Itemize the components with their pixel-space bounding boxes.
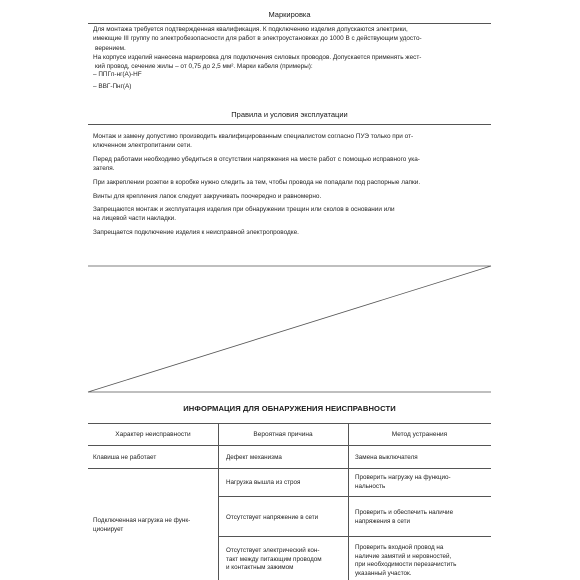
- text-line: зателя.: [93, 165, 115, 173]
- troubleshooting-table: [88, 423, 491, 580]
- text-line: Отсутствует электрический кон-: [226, 547, 320, 554]
- table-line: [218, 536, 491, 537]
- text-line: ключенном электропитании сети.: [93, 142, 192, 150]
- text-line: Нагрузка вышла из строя: [226, 479, 301, 486]
- text-line: Подключенная нагрузка не функ-: [93, 517, 191, 524]
- text-line: напряжения в сети: [355, 517, 411, 525]
- header-fix: Метод устранения: [391, 431, 448, 438]
- text-line: Отсутствует напряжение в сети: [226, 514, 319, 521]
- text-line: При закреплении розетки в коробке нужно следить за тем, чтобы провода не попадали под распорные лапки.: [93, 179, 421, 186]
- header-fault: Характер неисправности: [115, 431, 191, 438]
- table-line: [218, 496, 491, 497]
- text-line: такт между питающим проводом: [226, 555, 322, 563]
- text-line: Винты для крепления лапок следует закручивать поочередно и равномерно.: [93, 193, 322, 200]
- text-line: Проверить и обеспечить наличие: [355, 509, 454, 516]
- row1-fault: Клавиша не работает: [93, 454, 157, 461]
- table-column-divider: [348, 423, 349, 580]
- text-line: и контактным зажимом: [226, 564, 294, 572]
- blank-diagonal-line: [88, 266, 491, 392]
- row2-cause-3: [226, 547, 322, 573]
- row2-fault: [93, 517, 190, 534]
- text-line: ционирует: [93, 525, 124, 533]
- text-line: Запрещаются монтаж и эксплуатация изделия при обнаружении трещин или сколов в основании или: [93, 206, 395, 213]
- row2-fix-3: [355, 544, 456, 578]
- row2-cause-2: [226, 514, 318, 523]
- row2-fix-2: [355, 509, 453, 526]
- text-line: Проверить нагрузку на функцио-: [355, 474, 451, 481]
- troubleshooting-title: ИНФОРМАЦИЯ ДЛЯ ОБНАРУЖЕНИЯ НЕИСПРАВНОСТИ: [183, 404, 396, 413]
- text-line: на лицевой части накладки.: [93, 215, 176, 223]
- text-line: верением.: [95, 44, 126, 52]
- text-line: Для монтажа требуется подтвержденная квалификация. К подключению изделия допускаются электрики,: [93, 26, 408, 33]
- text-line: указанный участок.: [355, 569, 412, 577]
- text-line: Перед работами необходимо убедиться в отсутствии напряжения на месте работ с помощью исправного ука-: [93, 156, 420, 163]
- rules-title: Правила и условия эксплуатации: [231, 110, 348, 119]
- table-line: [88, 468, 491, 469]
- row2-fix-1: [355, 474, 451, 491]
- text-line: кий провод, сечение жилы – от 0,75 до 2,5 мм². Марки кабеля (примеры):: [95, 63, 313, 71]
- table-line: [88, 423, 491, 424]
- text-line: Монтаж и замену допустимо производить квалифицированным специалистом согласно ПУЭ только при от-: [93, 133, 414, 140]
- text-line: имеющие III группу по электробезопасности для работ в электроустановках до 1000 В с действующим удосто-: [93, 35, 422, 43]
- row1-cause: Дефект механизма: [226, 454, 282, 461]
- text-line: Проверить входной провод на: [355, 544, 444, 551]
- row2-cause-1: [226, 479, 300, 488]
- table-column-divider: [218, 423, 219, 580]
- marking-title: Маркировка: [268, 10, 311, 19]
- header-cause: Вероятная причина: [253, 431, 313, 438]
- text-line: На корпусе изделий нанесена маркировка для подключения силовых проводов. Допускается применять жест-: [93, 54, 422, 61]
- row1-fix: Замена выключателя: [355, 454, 418, 461]
- text-line: Запрещается подключение изделия к неисправной электропроводке.: [93, 229, 299, 236]
- table-line: [88, 445, 491, 446]
- text-line: – ППГп-нг(А)-HF: [93, 71, 142, 78]
- text-line: нальность: [355, 482, 386, 490]
- text-line: наличие замятий и неровностей,: [355, 552, 452, 560]
- text-line: – ВВГ-Пнг(А): [93, 83, 132, 90]
- text-line: при необходимости перезачистить: [355, 561, 457, 569]
